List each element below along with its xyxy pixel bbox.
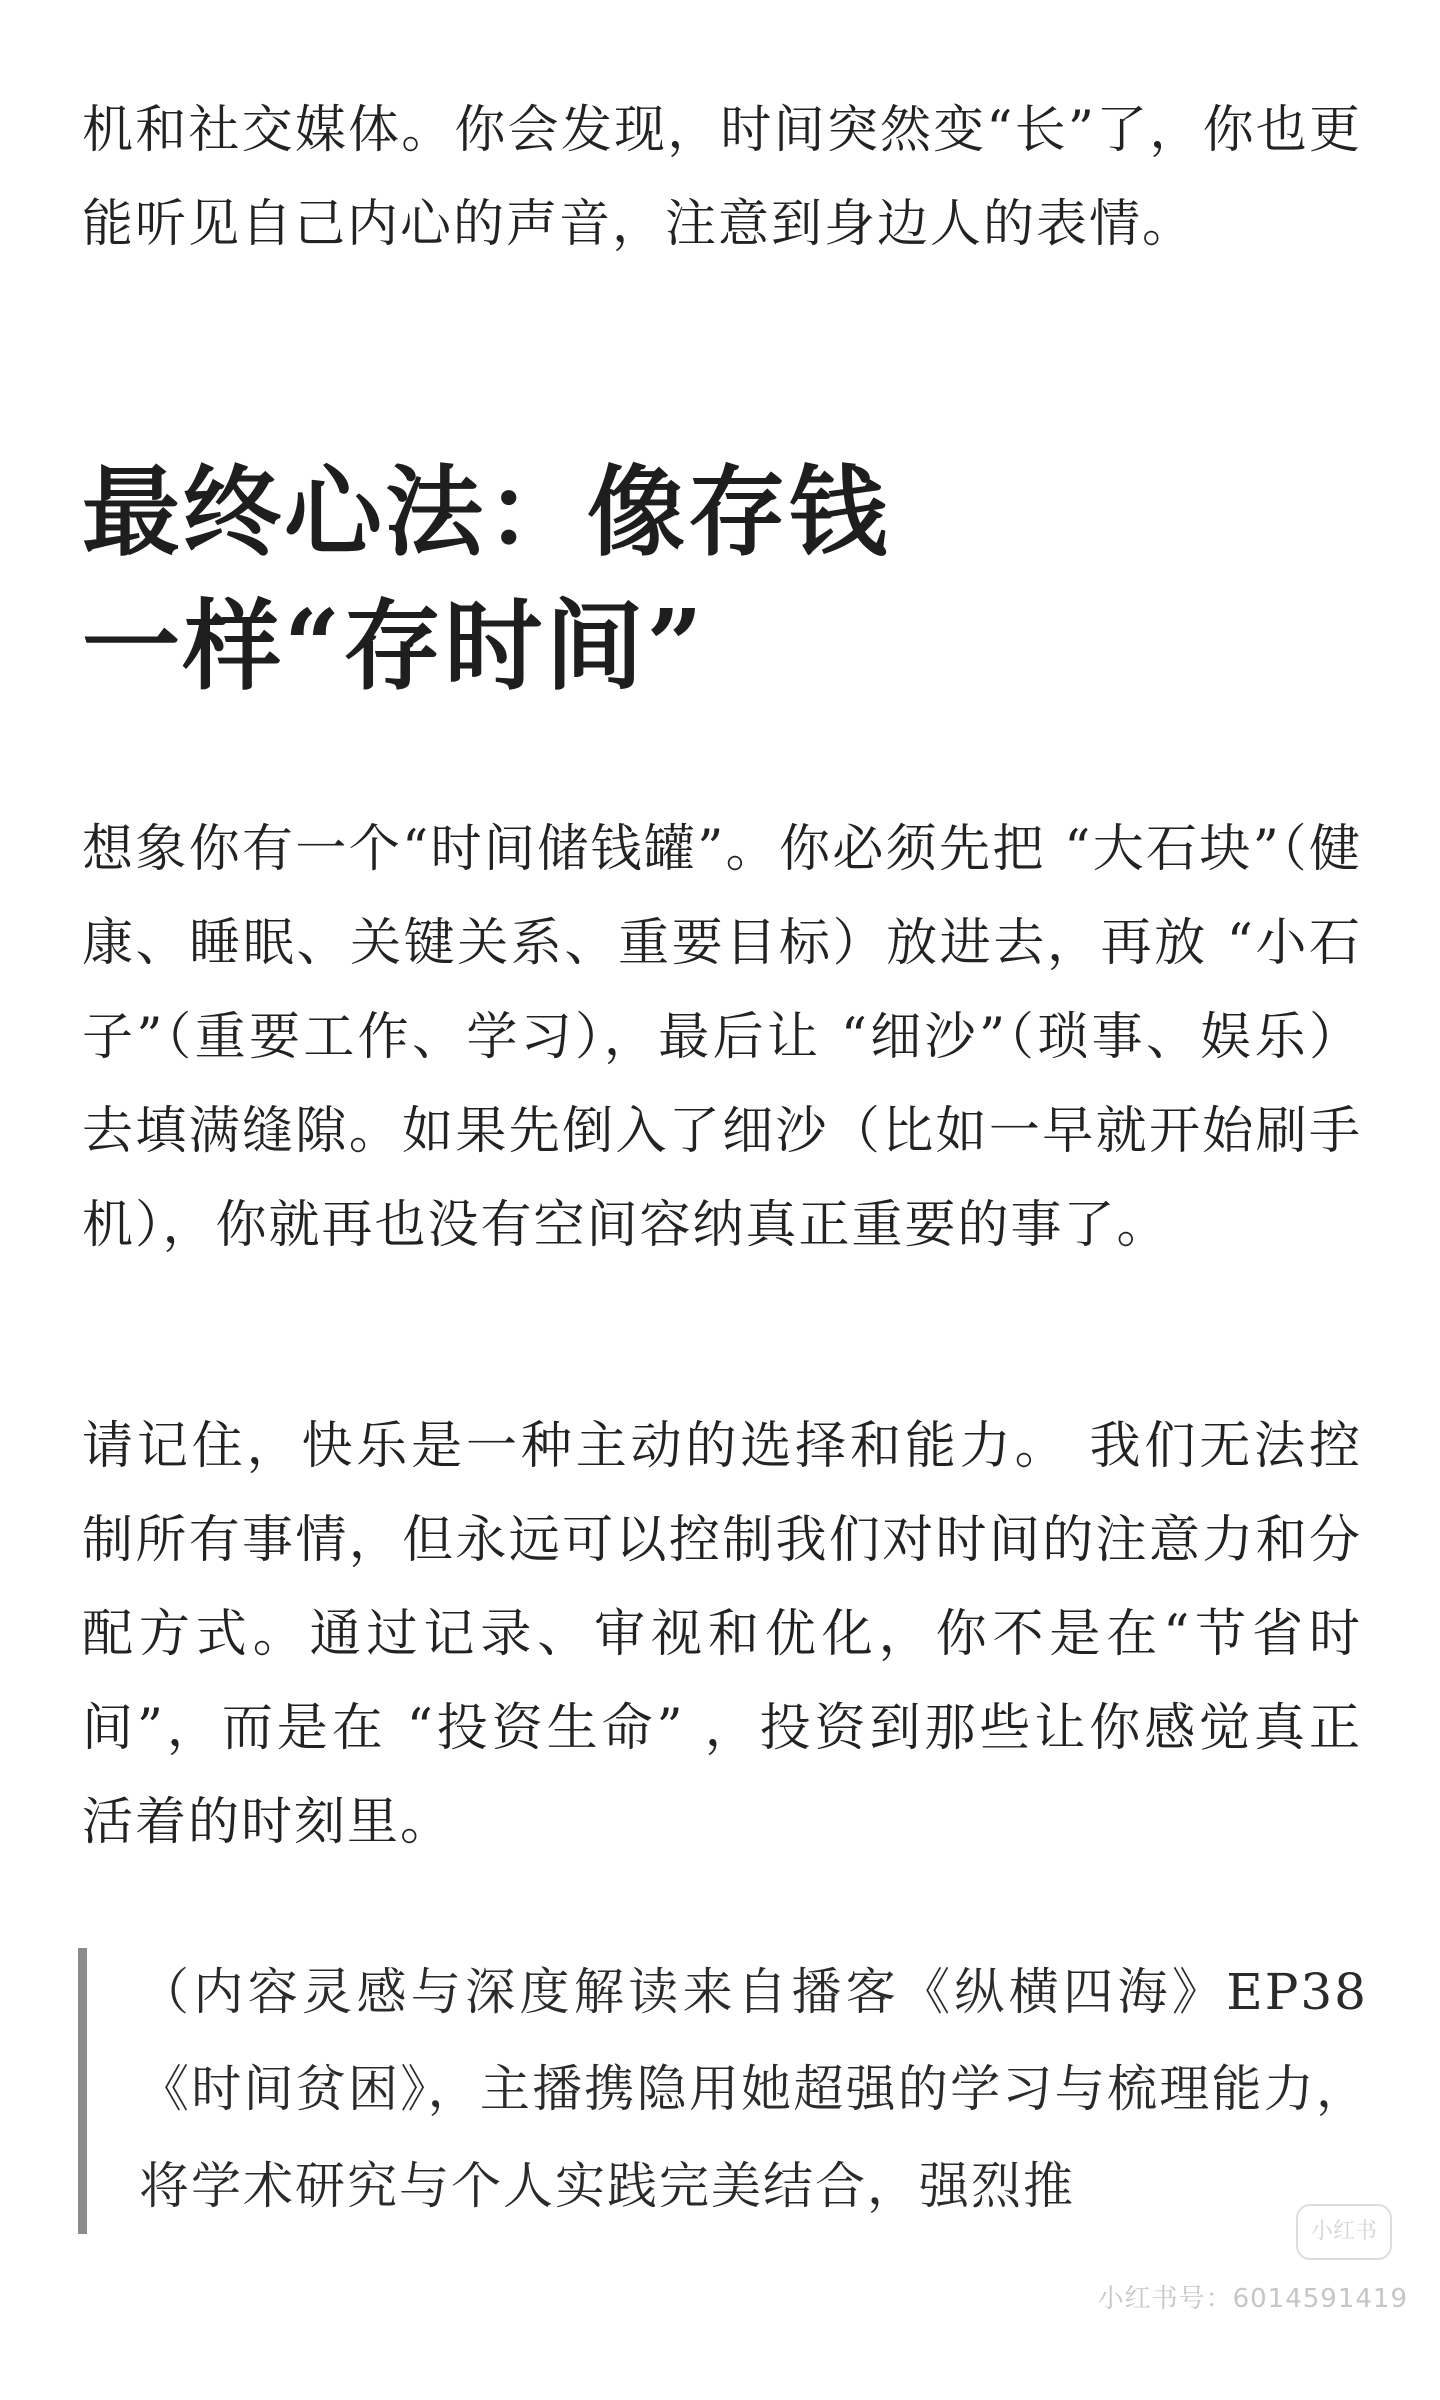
source-quote	[78, 1948, 1368, 2234]
paragraph-remember: 请记住，快乐是一种主动的选择和能力。 我们无法控制所有事情，但永远可以控制我们对时间的注意力和分配方式。通过记录、审视和优化，你不是在“节省时间”，而是在 “投资生命” ，投资到那些让你感觉真正活着的时刻里。	[82, 1417, 1362, 1852]
paragraph-time-jar: 想象你有一个“时间储钱罐”。你必须先把 “大石块”（健康、睡眠、关键关系、重要目标）放进去，再放 “小石子”（重要工作、学习），最后让 “细沙”（琐事、娱乐）去填满缝隙。如果先倒入了细沙（比如一早就开始刷手机），你就再也没有空间容纳真正重要的事了。	[82, 820, 1362, 1255]
heading-line-2: 一样“存时间”	[82, 589, 706, 704]
heading-line-1: 最终心法：像存钱	[82, 455, 891, 570]
section-heading	[82, 446, 1082, 714]
watermark-id: 小红书号：6014591419	[1097, 2284, 1408, 2314]
quote-text: （内容灵感与深度解读来自播客《纵横四海》EP38《时间贫困》，主播携隐用她超强的学习与梳理能力，将学术研究与个人实践完美结合，强烈推	[139, 1963, 1368, 2215]
paragraph-screen-time: 机和社交媒体。你会发现，时间突然变“长”了，你也更能听见自己内心的声音，注意到身边人的表情。	[82, 101, 1362, 254]
watermark-logo: 小红书	[1296, 2204, 1392, 2260]
